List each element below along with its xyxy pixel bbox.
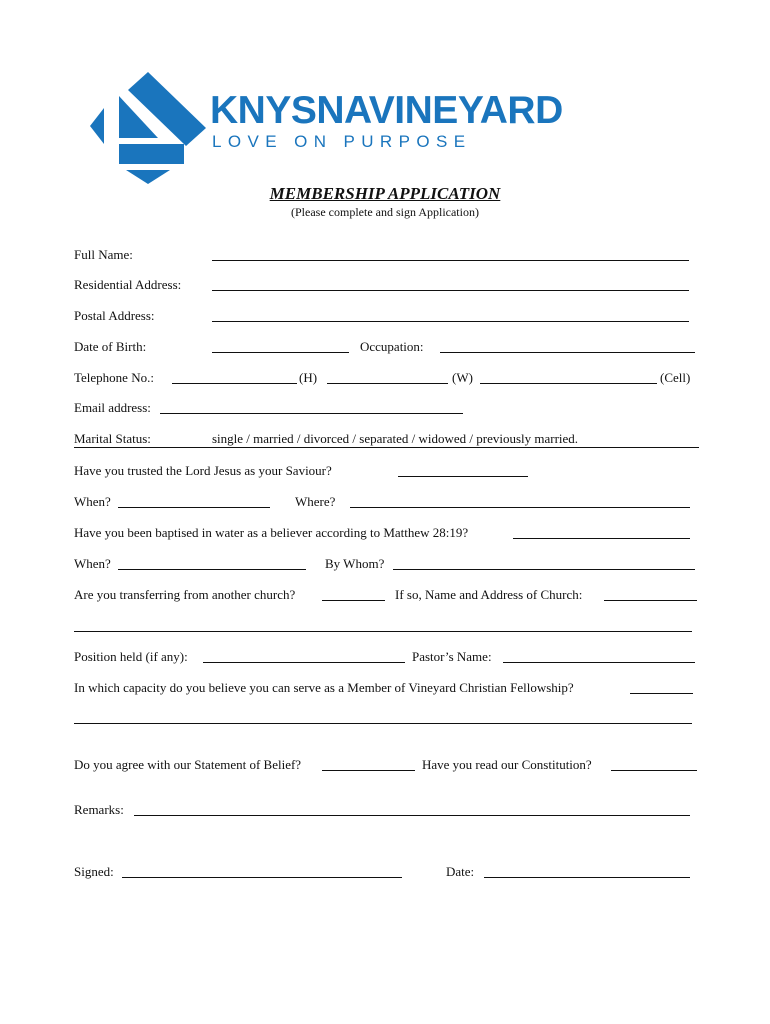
baptised-field[interactable] <box>513 538 690 539</box>
capacity-field[interactable] <box>630 693 693 694</box>
residential-address-label: Residential Address: <box>74 277 182 292</box>
full-name-field[interactable] <box>212 260 689 261</box>
church-name-address-field-2[interactable] <box>74 631 692 632</box>
marital-status-options[interactable]: single / married / divorced / separated / widowed / previously married. <box>212 431 579 446</box>
form-title: MEMBERSHIP APPLICATION <box>269 184 501 203</box>
residential-address-field[interactable] <box>212 290 689 291</box>
email-label: Email address: <box>74 400 151 415</box>
salvation-where-field[interactable] <box>350 507 690 508</box>
telephone-work-field[interactable] <box>327 383 448 384</box>
trusted-jesus-field[interactable] <box>398 476 528 477</box>
position-held-label: Position held (if any): <box>74 649 188 664</box>
signature-field[interactable] <box>122 877 402 878</box>
baptism-when-label: When? <box>74 556 111 571</box>
signed-label: Signed: <box>74 864 114 879</box>
telephone-label: Telephone No.: <box>74 370 154 385</box>
marital-status-label: Marital Status: <box>74 431 151 446</box>
statement-of-belief-label: Do you agree with our Statement of Belief? <box>74 757 302 772</box>
remarks-field[interactable] <box>134 815 690 816</box>
transferring-field[interactable] <box>322 600 385 601</box>
telephone-cell-field[interactable] <box>480 383 657 384</box>
baptised-label: Have you been baptised in water as a believer according to Matthew 28:19? <box>74 525 469 540</box>
telephone-home-label: (H) <box>299 370 318 385</box>
baptism-by-whom-label: By Whom? <box>325 556 385 571</box>
capacity-label: In which capacity do you believe you can serve as a Member of Vineyard Christian Fellowship? <box>74 680 574 695</box>
position-held-field[interactable] <box>203 662 405 663</box>
baptism-when-field[interactable] <box>118 569 306 570</box>
brand-tagline: LOVE ON PURPOSE <box>212 132 472 151</box>
postal-address-label: Postal Address: <box>74 308 155 323</box>
occupation-label: Occupation: <box>360 339 424 354</box>
date-field[interactable] <box>484 877 690 878</box>
remarks-label: Remarks: <box>74 802 124 817</box>
form-subtitle: (Please complete and sign Application) <box>291 205 479 219</box>
telephone-home-field[interactable] <box>172 383 297 384</box>
transferring-label: Are you transferring from another church? <box>74 587 296 602</box>
read-constitution-field[interactable] <box>611 770 697 771</box>
full-name-label: Full Name: <box>74 247 133 262</box>
salvation-when-field[interactable] <box>118 507 270 508</box>
baptism-by-whom-field[interactable] <box>393 569 695 570</box>
date-of-birth-field[interactable] <box>212 352 349 353</box>
occupation-field[interactable] <box>440 352 695 353</box>
salvation-where-label: Where? <box>295 494 336 509</box>
read-constitution-label: Have you read our Constitution? <box>422 757 592 772</box>
section-divider <box>74 447 699 448</box>
date-of-birth-label: Date of Birth: <box>74 339 147 354</box>
telephone-cell-label: (Cell) <box>660 370 691 385</box>
pastor-name-label: Pastor’s Name: <box>412 649 492 664</box>
vineyard-diamond-logo-icon <box>86 72 206 184</box>
telephone-work-label: (W) <box>452 370 473 385</box>
email-field[interactable] <box>160 413 463 414</box>
date-label: Date: <box>446 864 475 879</box>
statement-of-belief-field[interactable] <box>322 770 415 771</box>
salvation-when-label: When? <box>74 494 111 509</box>
church-name-address-field[interactable] <box>604 600 697 601</box>
postal-address-field[interactable] <box>212 321 689 322</box>
brand-name: KNYSNAVINEYARD <box>210 89 563 132</box>
trusted-jesus-label: Have you trusted the Lord Jesus as your Saviour? <box>74 463 332 478</box>
capacity-field-2[interactable] <box>74 723 692 724</box>
pastor-name-field[interactable] <box>503 662 695 663</box>
church-name-address-label: If so, Name and Address of Church: <box>395 587 583 602</box>
